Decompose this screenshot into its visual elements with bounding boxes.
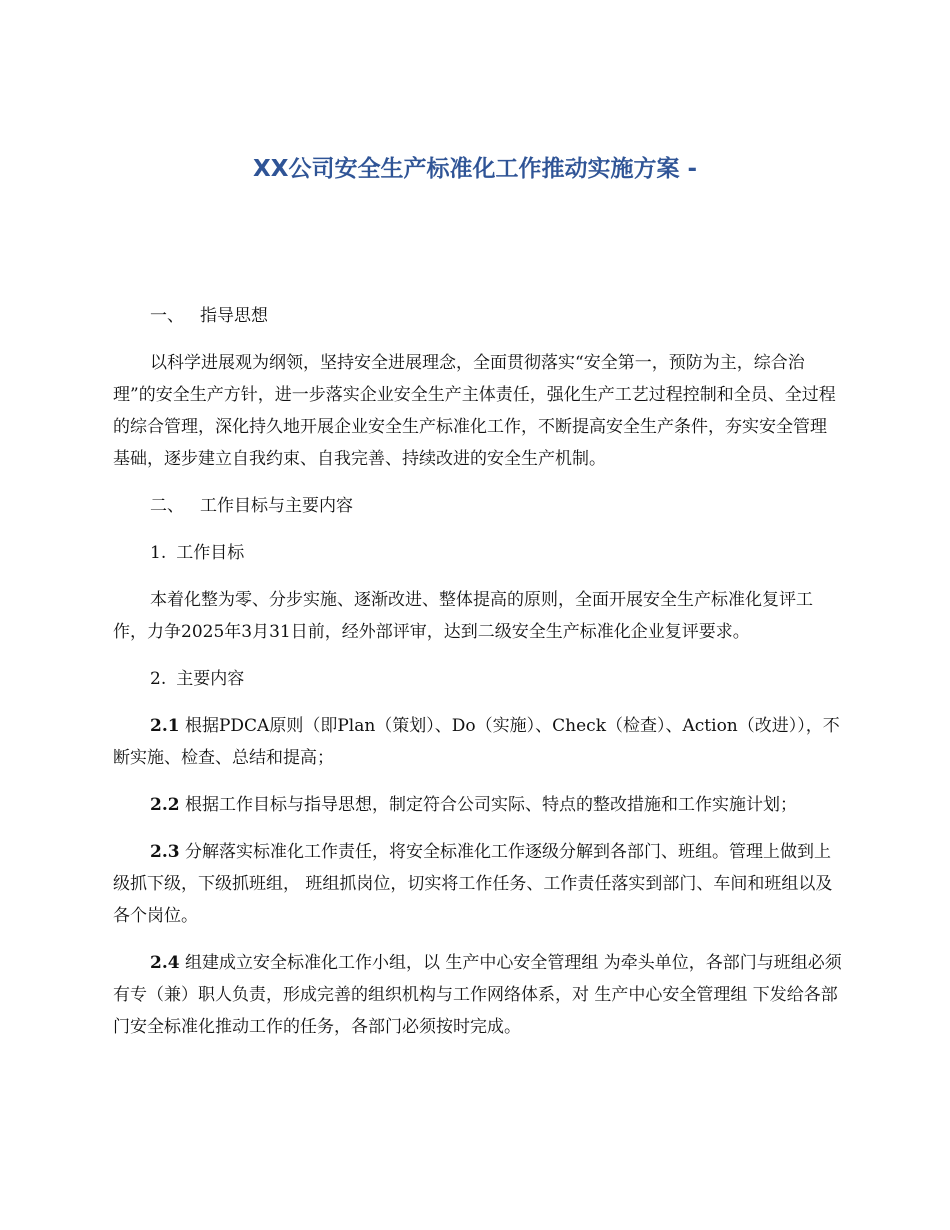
item-text: 组建成立安全标准化工作小组，以 生产中心安全管理组 为牵头单位，各部门与班组必须有专（兼）职人负责，形成完善的组织机构与工作网络体系，对 生产中心安全管理组 下发给各部门安全标准化推动工作的任务，各部门必须按时完成。 (113, 953, 842, 1037)
item-text: 分解落实标准化工作责任，将安全标准化工作逐级分解到各部门、班组。管理上做到上级抓下级，下级抓班组， 班组抓岗位，切实将工作任务、工作责任落实到部门、车间和班组以及各个岗位。 (113, 842, 833, 926)
list-item-2-3 (113, 836, 842, 932)
subsection-title: 工作目标 (176, 543, 245, 563)
subsection-heading-2 (113, 663, 842, 695)
list-item-2-4 (113, 947, 842, 1043)
item-number: 2.3 (150, 842, 180, 862)
section-title: 工作目标与主要内容 (200, 496, 353, 516)
paragraph-guiding-ideology: 以科学进展观为纲领，坚持安全进展理念，全面贯彻落实“安全第一，预防为主，综合治理”的安全生产方针，进一步落实企业安全生产主体责任，强化生产工艺过程控制和全员、全过程的综合管理，深化持久地开展企业安全生产标准化工作，不断提高安全生产条件，夯实安全管理基础，逐步建立自我约束、自我完善、持续改进的安全生产机制。 (113, 353, 836, 469)
section-heading-1 (113, 300, 842, 332)
item-number: 2.4 (150, 953, 180, 973)
list-item-2-2 (113, 789, 842, 821)
document-body (113, 300, 842, 1058)
section-heading-2 (113, 490, 842, 522)
item-text: 根据PDCA原则（即Plan（策划）、Do（实施）、Check（检查）、Action（改进）），不断实施、检查、总结和提高； (113, 716, 840, 768)
list-item-2-1 (113, 710, 842, 774)
subsection-heading-1 (113, 537, 842, 569)
subsection-number: 2. (150, 669, 167, 689)
item-text: 根据工作目标与指导思想，制定符合公司实际、特点的整改措施和工作实施计划； (184, 795, 797, 815)
subsection-number: 1. (150, 543, 167, 563)
section-number: 一、 (150, 306, 184, 326)
item-number: 2.2 (150, 795, 180, 815)
item-number: 2.1 (150, 716, 180, 736)
document-title: XX公司安全生产标准化工作推动实施方案 - (252, 156, 698, 182)
paragraph-work-goal: 本着化整为零、分步实施、逐渐改进、整体提高的原则，全面开展安全生产标准化复评工作，力争2025年3月31日前，经外部评审，达到二级安全生产标准化企业复评要求。 (113, 590, 813, 642)
section-number: 二、 (150, 496, 184, 516)
section-title: 指导思想 (200, 306, 268, 326)
subsection-title: 主要内容 (176, 669, 245, 689)
